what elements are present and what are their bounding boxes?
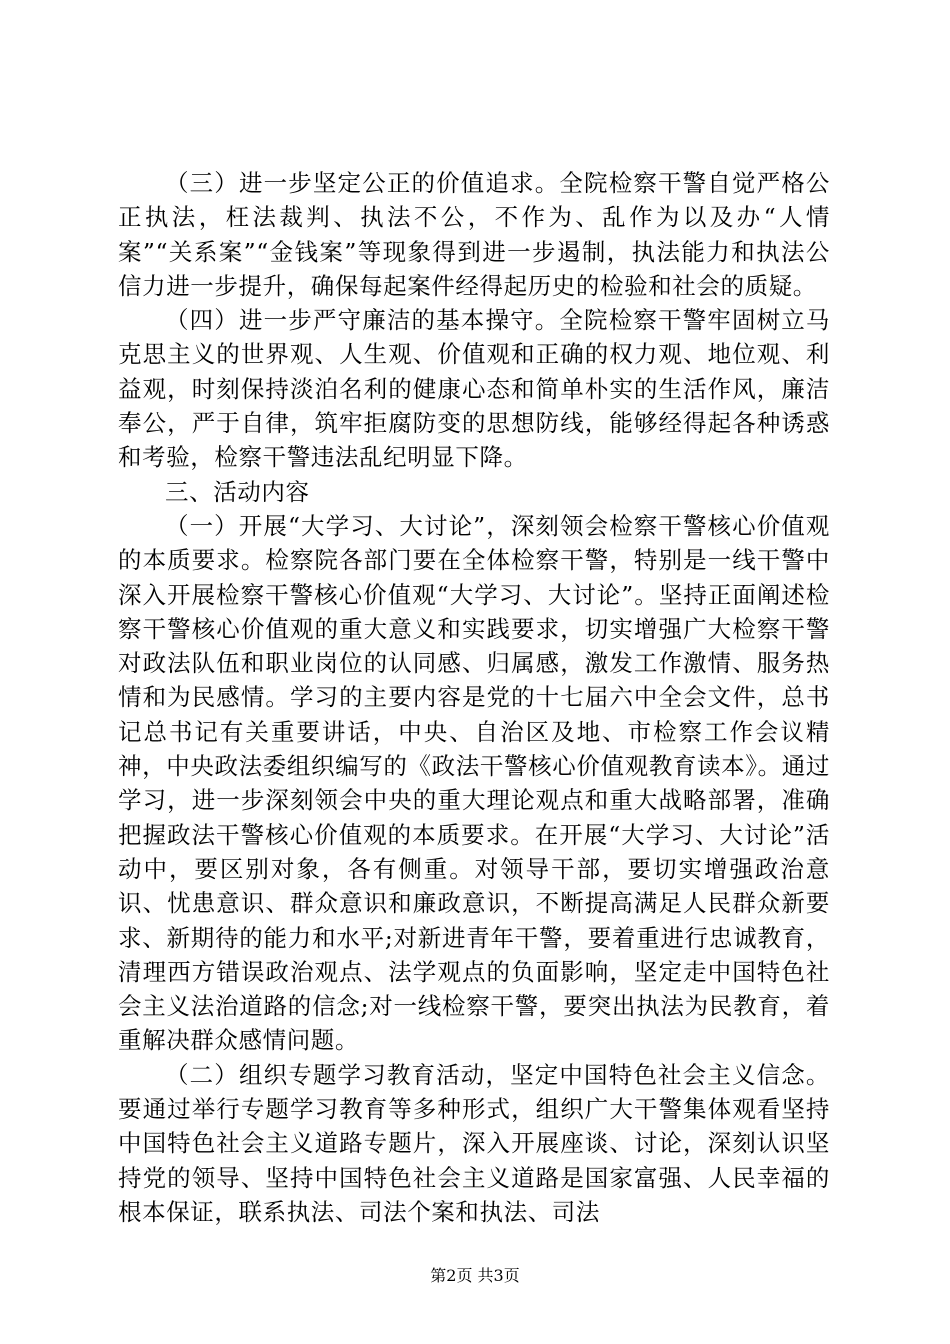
paragraph-activity-2: （二）组织专题学习教育活动，坚定中国特色社会主义信念。要通过举行专题学习教育等多种形式，组织广大干警集体观看坚持中国特色社会主义道路专题片，深入开展座谈、讨论，深刻认识坚持党的领导、坚持中国特色社会主义道路是国家富强、人民幸福的根本保证，联系执法、司法个案和执法、司法	[118, 1060, 830, 1226]
paragraph-section-3: （三）进一步坚定公正的价值追求。全院检察干警自觉严格公正执法，枉法裁判、执法不公，不作为、乱作为以及办“人情案”“关系案”“金钱案”等现象得到进一步遏制，执法能力和执法公信力进一步提升，确保每起案件经得起历史的检验和社会的质疑。	[118, 169, 830, 300]
paragraph-activity-1: （一）开展“大学习、大讨论”，深刻领会检察干警核心价值观的本质要求。检察院各部门要在全体检察干警，特别是一线干警中深入开展检察干警核心价值观“大学习、大讨论”。坚持正面阐述检察干警核心价值观的重大意义和实践要求，切实增强广大检察干警对政法队伍和职业岗位的认同感、归属感，激发工作激情、服务热情和为民感情。学习的主要内容是党的十七届六中全会文件，总书记总书记有关重要讲话，中央、自治区及地、市检察工作会议精神，中央政法委组织编写的《政法干警核心价值观教育读本》。通过学习，进一步深刻领会中央的重大理论观点和重大战略部署，准确把握政法干警核心价值观的本质要求。在开展“大学习、大讨论”活动中，要区别对象，各有侧重。对领导干部，要切实增强政治意识、忧患意识、群众意识和廉政意识，不断提高满足人民群众新要求、新期待的能力和水平;对新进青年干警，要着重进行忠诚教育，清理西方错误政治观点、法学观点的负面影响，坚定走中国特色社会主义法治道路的信念;对一线检察干警，要突出执法为民教育，着重解决群众感情问题。	[118, 511, 830, 1055]
page-number-footer: 第2页 共3页	[430, 1266, 520, 1285]
section-heading-activity-content: 三、活动内容	[165, 477, 310, 506]
paragraph-section-4: （四）进一步严守廉洁的基本操守。全院检察干警牢固树立马克思主义的世界观、人生观、价值观和正确的权力观、地位观、利益观，时刻保持淡泊名利的健康心态和简单朴实的生活作风，廉洁奉公，严于自律，筑牢拒腐防变的思想防线，能够经得起各种诱惑和考验，检察干警违法乱纪明显下降。	[118, 306, 830, 472]
document-body	[118, 166, 830, 1229]
